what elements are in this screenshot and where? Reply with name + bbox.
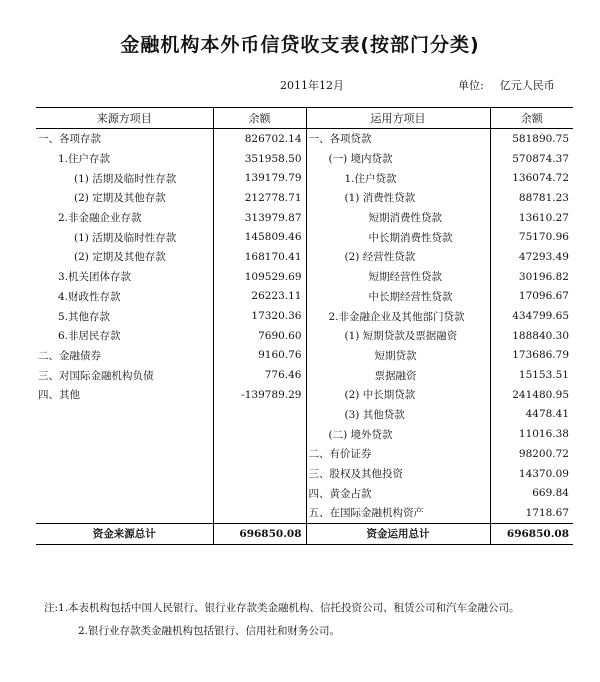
table-row: [36, 444, 573, 464]
table-row: [36, 168, 573, 188]
use-amount: 173686.79: [490, 346, 573, 366]
source-amount: -139789.29: [213, 385, 306, 405]
use-item: (二) 境外贷款: [306, 424, 490, 444]
source-item: [36, 483, 213, 503]
source-item: [36, 424, 213, 444]
use-item: 短期消费性贷款: [306, 208, 490, 228]
use-item: (一) 境内贷款: [306, 149, 490, 169]
source-item: 3.机关团体存款: [58, 271, 132, 284]
source-item: 2.非金融企业存款: [58, 212, 142, 225]
use-item: 中长期消费性贷款: [306, 227, 490, 247]
table-row: [36, 346, 573, 366]
header-use-item: 运用方项目: [306, 108, 490, 129]
table-row: [36, 149, 573, 169]
use-item: 短期经营性贷款: [306, 267, 490, 287]
source-amount: [213, 503, 306, 523]
source-amount: 826702.14: [213, 129, 306, 149]
use-amount: 30196.82: [490, 267, 573, 287]
table-row: [36, 365, 573, 385]
source-amount: 776.46: [213, 365, 306, 385]
footnote-2: 2.银行业存款类金融机构包括银行、信用社和财务公司。: [78, 625, 341, 637]
table-row: [36, 287, 573, 307]
source-amount: 313979.87: [213, 208, 306, 228]
use-item: 三、股权及其他投资: [306, 464, 490, 484]
source-amount: [213, 405, 306, 425]
total-source-label: 资金来源总计: [36, 523, 213, 544]
use-amount: 98200.72: [490, 444, 573, 464]
table-row: [36, 326, 573, 346]
source-item: [36, 405, 213, 425]
source-amount: [213, 483, 306, 503]
source-item: 1.住户存款: [58, 153, 111, 166]
report-date: 2011年12月: [280, 79, 344, 92]
source-item: [36, 503, 213, 523]
unit-label-text: 单位:: [458, 79, 484, 92]
use-item: 二、有价证券: [306, 444, 490, 464]
source-item: (1) 活期及临时性存款: [74, 231, 177, 244]
total-use-amount: 696850.08: [490, 523, 573, 544]
source-item: [36, 464, 213, 484]
use-amount: 4478.41: [490, 405, 573, 425]
use-item: (3) 其他贷款: [306, 405, 490, 425]
use-amount: 13610.27: [490, 208, 573, 228]
use-amount: 1718.67: [490, 503, 573, 523]
table-row: [36, 188, 573, 208]
table-row: [36, 424, 573, 444]
page-title: 金融机构本外币信贷收支表(按部门分类): [120, 34, 480, 56]
use-item: 1.住户贷款: [306, 168, 490, 188]
table-header-row: [36, 108, 573, 129]
source-item: 4.财政性存款: [58, 290, 121, 303]
source-item: 一、各项存款: [38, 133, 101, 146]
source-amount: 17320.36: [213, 306, 306, 326]
header-source-item: 来源方项目: [36, 108, 213, 129]
footnotes: [44, 600, 564, 640]
use-item: 短期贷款: [306, 346, 490, 366]
source-item: 6.非居民存款: [58, 330, 121, 343]
source-amount: 9160.76: [213, 346, 306, 366]
source-amount: 145809.46: [213, 227, 306, 247]
total-source-amount: 696850.08: [213, 523, 306, 544]
use-amount: 75170.96: [490, 227, 573, 247]
use-item: 票据融资: [306, 365, 490, 385]
source-amount: 351958.50: [213, 149, 306, 169]
use-amount: 570874.37: [490, 149, 573, 169]
use-amount: 17096.67: [490, 287, 573, 307]
table-row: [36, 405, 573, 425]
use-amount: 136074.72: [490, 168, 573, 188]
use-item: 中长期经营性贷款: [306, 287, 490, 307]
use-amount: 669.84: [490, 483, 573, 503]
table-row: [36, 483, 573, 503]
unit-label: [458, 77, 555, 93]
use-amount: 581890.75: [490, 129, 573, 149]
use-item: (1) 消费性贷款: [306, 188, 490, 208]
header-use-amount: 余额: [490, 108, 573, 129]
table-row: [36, 503, 573, 523]
table-row: [36, 247, 573, 267]
source-item: 四、其他: [38, 389, 80, 402]
source-item: 三、对国际金融机构负债: [38, 369, 154, 382]
source-item: [36, 444, 213, 464]
use-amount: 241480.95: [490, 385, 573, 405]
use-item: (1) 短期贷款及票据融资: [306, 326, 490, 346]
unit-value: 亿元人民币: [499, 79, 555, 92]
table-row: [36, 267, 573, 287]
credit-table: [36, 107, 573, 545]
use-item: (2) 经营性贷款: [306, 247, 490, 267]
source-item: (1) 活期及临时性存款: [74, 172, 177, 185]
source-amount: 26223.11: [213, 287, 306, 307]
total-row: [36, 523, 573, 544]
table-row: [36, 306, 573, 326]
table-row: [36, 385, 573, 405]
use-item: (2) 中长期贷款: [306, 385, 490, 405]
use-amount: 14370.09: [490, 464, 573, 484]
use-amount: 434799.65: [490, 306, 573, 326]
source-amount: 212778.71: [213, 188, 306, 208]
use-item: 五、在国际金融机构资产: [306, 503, 490, 523]
use-item: 四、黄金占款: [306, 483, 490, 503]
table-row: [36, 208, 573, 228]
source-amount: 139179.79: [213, 168, 306, 188]
source-item: (2) 定期及其他存款: [74, 192, 166, 205]
total-use-label: 资金运用总计: [306, 523, 490, 544]
source-amount: 109529.69: [213, 267, 306, 287]
source-amount: [213, 444, 306, 464]
use-amount: 88781.23: [490, 188, 573, 208]
table-row: [36, 129, 573, 149]
use-item: 一、各项贷款: [306, 129, 490, 149]
source-amount: 7690.60: [213, 326, 306, 346]
source-item: (2) 定期及其他存款: [74, 251, 166, 264]
table-row: [36, 227, 573, 247]
footnote-1: 注:1.本表机构包括中国人民银行、银行业存款类金融机构、信托投资公司、租赁公司和汽车金融公司。: [44, 602, 520, 614]
source-amount: [213, 424, 306, 444]
source-item: 5.其他存款: [58, 310, 111, 323]
source-item: 二、金融债券: [38, 349, 101, 362]
source-amount: 168170.41: [213, 247, 306, 267]
table-row: [36, 464, 573, 484]
use-amount: 188840.30: [490, 326, 573, 346]
use-amount: 11016.38: [490, 424, 573, 444]
use-amount: 15153.51: [490, 365, 573, 385]
use-item: 2.非金融企业及其他部门贷款: [306, 306, 490, 326]
source-amount: [213, 464, 306, 484]
use-amount: 47293.49: [490, 247, 573, 267]
header-source-amount: 余额: [213, 108, 306, 129]
